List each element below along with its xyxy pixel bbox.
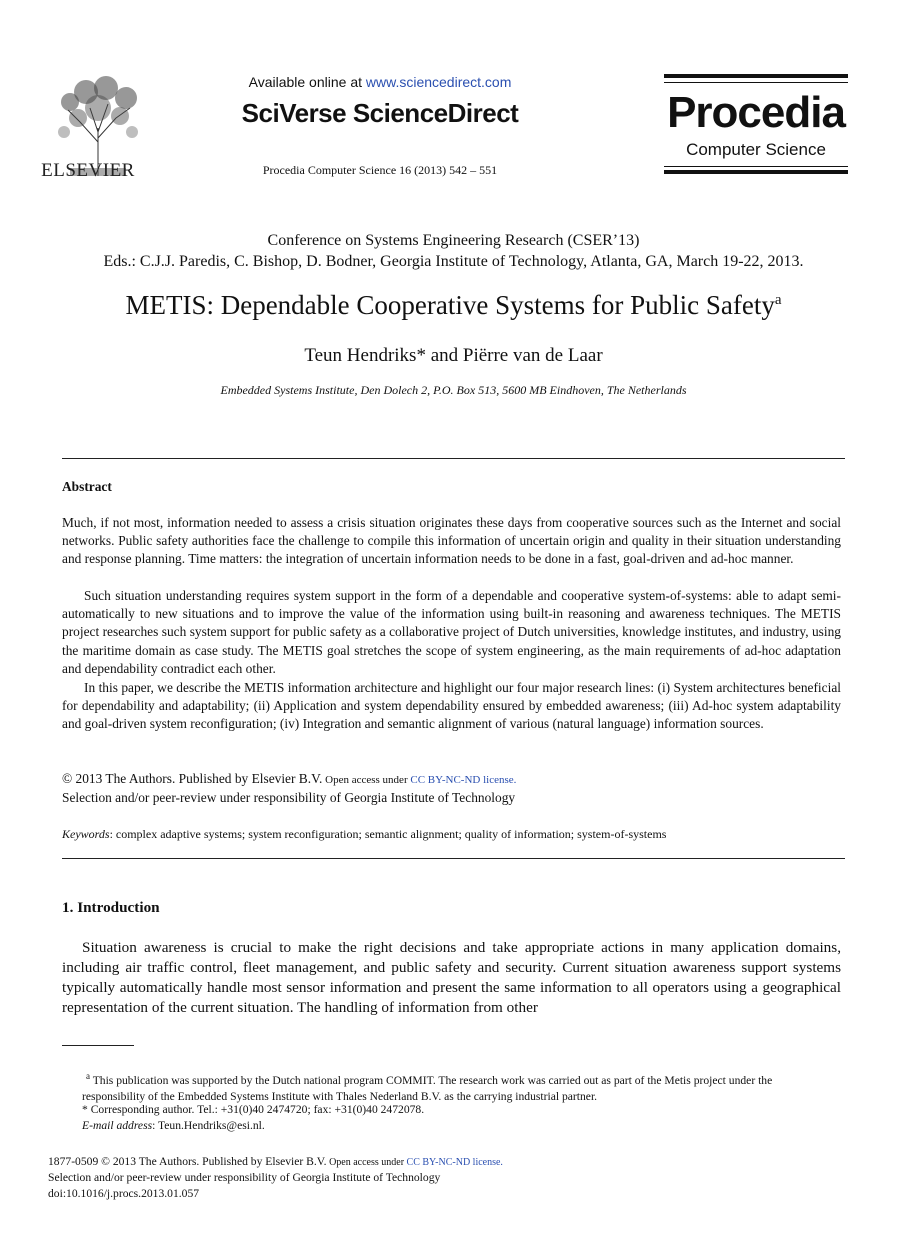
footnote-a-text: This publication was supported by the Dutch national program COMMIT. The research work was carried out as part of the Metis project under the responsibility of the Embedded Systems Institute with Thales Nederland B.V. as the carrying industrial partner. <box>82 1073 773 1103</box>
footer-open-access-label: Open access under <box>326 1157 407 1168</box>
author-affiliation: Embedded Systems Institute, Den Dolech 2, P.O. Box 513, 5600 MB Eindhoven, The Netherlands <box>220 383 687 397</box>
procedia-logo-name: Procedia <box>667 88 845 137</box>
corresponding-author-note: * Corresponding author. Tel.: +31(0)40 2474720; fax: +31(0)40 2472078. <box>82 1103 425 1116</box>
article-authors: Teun Hendriks* and Piërre van de Laar <box>304 345 603 366</box>
sciencedirect-link[interactable]: www.sciencedirect.com <box>365 74 512 90</box>
title-footnote-mark: a <box>774 292 782 308</box>
license-link[interactable]: CC BY-NC-ND license. <box>410 774 517 786</box>
keywords-line <box>62 827 666 842</box>
abstract-bottom-rule <box>62 858 845 859</box>
conference-editors: Eds.: C.J.J. Paredis, C. Bishop, D. Bodner, Georgia Institute of Technology, Atlanta, GA, March 19-22, 2013. <box>103 253 804 270</box>
copyright-line <box>62 771 516 787</box>
copyright-text: © 2013 The Authors. Published by Elsevier B.V. <box>62 771 323 786</box>
keywords-list: : complex adaptive systems; system reconfiguration; semantic alignment; quality of information; system-of-systems <box>109 827 667 841</box>
abstract-paragraph-3: In this paper, we describe the METIS information architecture and highlight our four major research lines: (i) System architectures beneficial for dependability and adaptability; (ii) Application and system dependability ensured by embedded awareness; (iii) Ad-hoc system adaptability and goal-driven system reconfiguration; (iv) Integration and semantic alignment of various (natural language) information sources. <box>62 680 841 732</box>
abstract-paragraph-1: Much, if not most, information needed to assess a crisis situation originates these days from cooperative sources such as the Internet and social networks. Public safety authorities face the challenge to compile this information of uncertain origin and quality in their situation understanding and response planning. Time matters: the integration of uncertain information needs to be done in a fast, goal-driven and ad-hoc manner. <box>62 515 841 567</box>
conference-name: Conference on Systems Engineering Research (CSER’13) <box>267 232 640 249</box>
footer-license-link[interactable]: CC BY-NC-ND license. <box>406 1157 503 1168</box>
keywords-label: Keywords <box>62 827 110 841</box>
peer-review-statement: Selection and/or peer-review under responsibility of Georgia Institute of Technology <box>62 790 516 805</box>
footer-doi[interactable]: doi:10.1016/j.procs.2013.01.057 <box>48 1187 200 1200</box>
procedia-logo <box>664 74 848 174</box>
available-online-line <box>190 74 570 90</box>
footnote-a <box>82 1068 826 1105</box>
open-access-label: Open access under <box>322 774 411 786</box>
sciverse-sciencedirect-logo: SciVerse ScienceDirect <box>241 98 519 128</box>
abstract-paragraph-2: Such situation understanding requires system support in the form of a dependable and cooperative system-of-systems: able to adapt semi-automatically to new situations and to improve the value of the information using built-in reasoning and awareness techniques. The METIS project researches such system support for public safety as a collaborative project of Dutch universities, knowledge institutes, and industry, using the maritime domain as case study. The METIS goal stretches the scope of system engineering, as the main requirements of ad-hoc adaptation and dependability contradict each other. <box>62 588 841 676</box>
procedia-logo-subtitle: Computer Science <box>686 140 826 159</box>
article-title-text: METIS: Dependable Cooperative Systems for Public Safety <box>125 290 775 320</box>
introduction-paragraph: Situation awareness is crucial to make the right decisions and take appropriate actions in many application domains, including air traffic control, fleet management, and public safety and security. Current situation awareness support systems typically automatically handle most sensor information and present the same information to all operators using a geographical representation of the current situation. The handling of information from other <box>62 939 841 1016</box>
abstract-top-rule <box>62 458 845 459</box>
email-note <box>82 1118 826 1134</box>
journal-citation: Procedia Computer Science 16 (2013) 542 – 551 <box>262 163 498 177</box>
introduction-heading: 1. Introduction <box>62 899 160 916</box>
footnote-rule <box>62 1045 134 1046</box>
footnote-a-mark: a <box>86 1071 90 1081</box>
footer-copyright-line <box>48 1155 503 1168</box>
email-label: E-mail address <box>82 1119 153 1132</box>
article-title <box>20 290 887 321</box>
footer-peer-review: Selection and/or peer-review under responsibility of Georgia Institute of Technology <box>48 1171 441 1184</box>
footer-issn-copyright: 1877-0509 © 2013 The Authors. Published by Elsevier B.V. <box>48 1155 327 1168</box>
email-address: : Teun.Hendriks@esi.nl. <box>152 1119 265 1132</box>
available-online-label: Available online at <box>248 74 366 90</box>
abstract-heading: Abstract <box>62 479 112 494</box>
elsevier-wordmark: ELSEVIER <box>41 160 135 181</box>
